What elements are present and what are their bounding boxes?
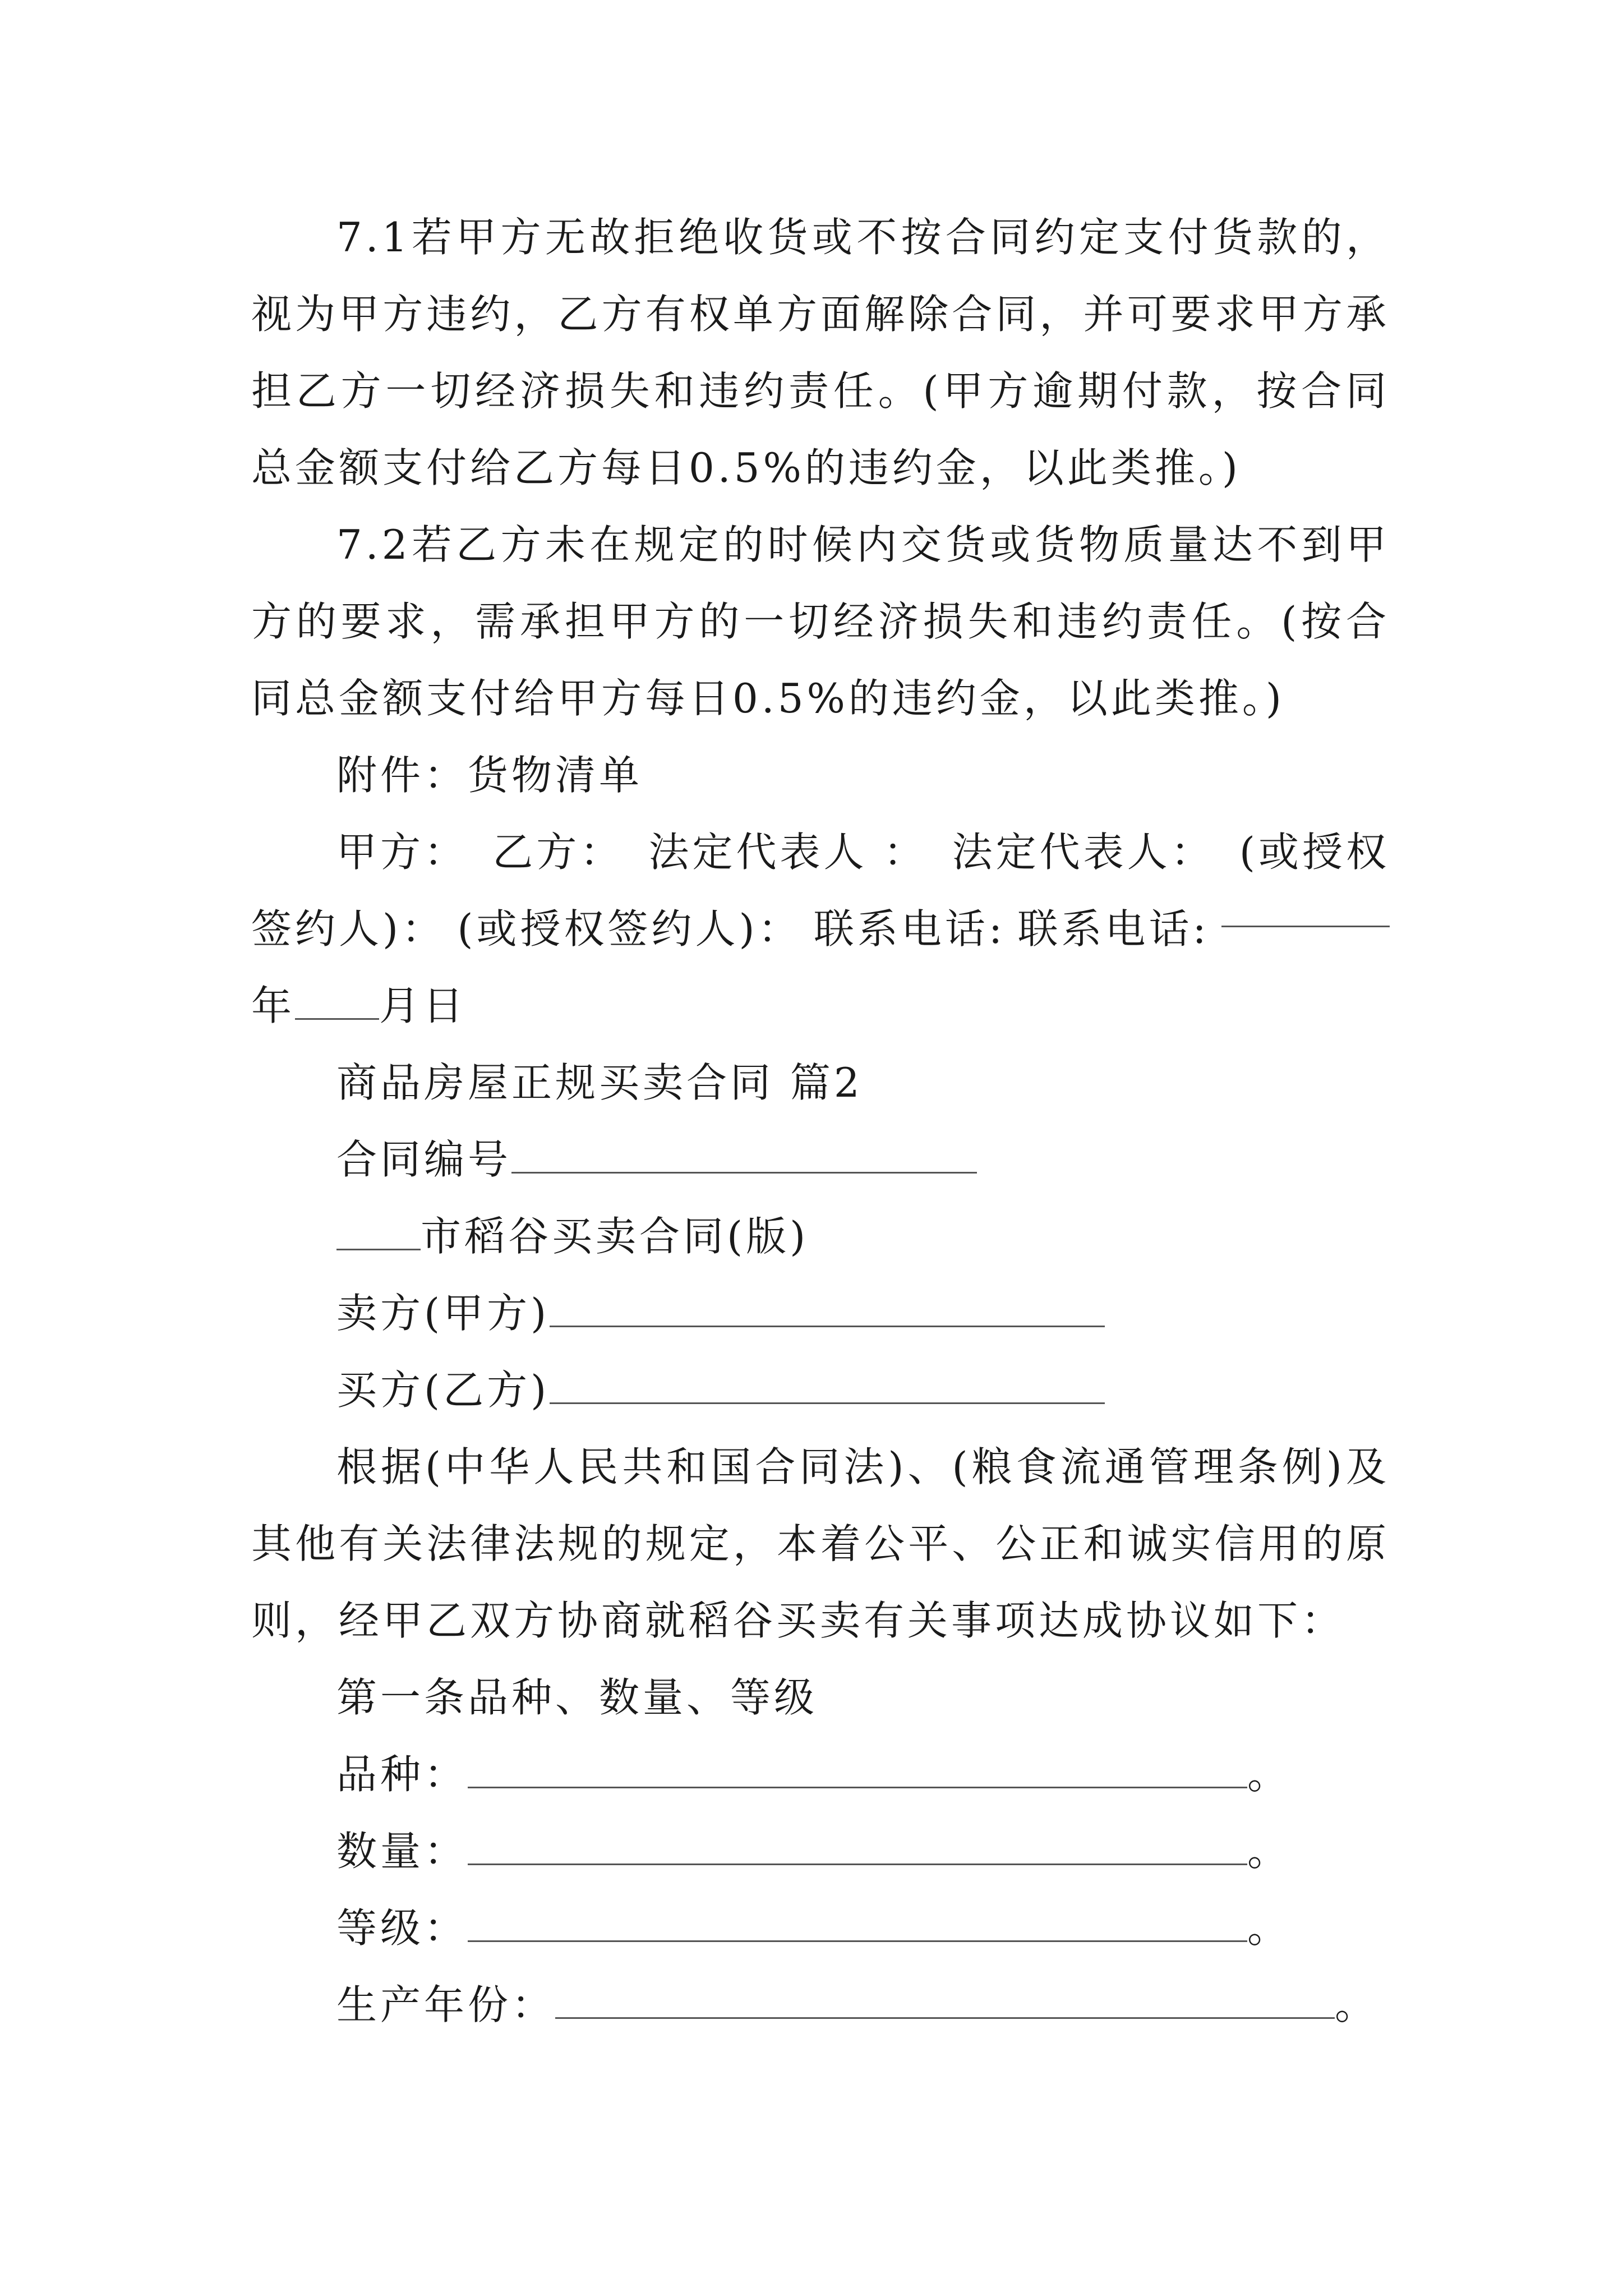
buyer-blank — [550, 1368, 1105, 1404]
date-line — [251, 968, 1390, 1045]
party-b-label: 乙方： — [492, 829, 624, 876]
basis-paragraph: 根据(中华人民共和国合同法)、(粮食流通管理条例)及其他有关法律法规的规定，本着公平、公正和诚实信用的原则，经甲乙双方协商就稻谷买卖有关事项达成协议如下： — [251, 1443, 1390, 1644]
seller-blank — [550, 1291, 1105, 1327]
contract-number-line — [251, 1121, 1390, 1198]
variety-line — [251, 1736, 1390, 1813]
grade-label: 等级： — [336, 1904, 468, 1952]
clause-7-1: 7.1若甲方无故拒绝收货或不按合同约定支付货款的，视为甲方违约，乙方有权单方面解除合同，并可要求甲方承担乙方一切经济损失和违约责任。(甲方逾期付款，按合同总金额支付给乙方每日0.5%的违约金，以此类推。) — [251, 214, 1390, 491]
authorized-label-1: (或授权 — [1239, 829, 1390, 876]
variety-label: 品种： — [336, 1751, 468, 1798]
grade-blank — [468, 1906, 1247, 1942]
section-title: 商品房屋正规买卖合同 篇2 — [336, 1059, 863, 1106]
article-1-heading: 第一条品种、数量、等级 — [336, 1674, 818, 1721]
signature-line-2 — [251, 891, 1390, 968]
contract-number-label: 合同编号 — [336, 1136, 512, 1183]
grade-line — [251, 1890, 1390, 1967]
month-blank — [295, 983, 379, 1020]
quantity-line — [251, 1813, 1390, 1890]
legal-rep-label-2: 法定代表人： — [952, 829, 1215, 876]
city-contract-title: 市稻谷买卖合同(版) — [421, 1213, 809, 1260]
signature-line-1 — [251, 814, 1390, 891]
city-blank — [336, 1214, 421, 1250]
month-day-label: 月日 — [379, 982, 467, 1029]
quantity-label: 数量： — [336, 1828, 468, 1875]
signatory-label-2: (或授权签约人)： — [457, 905, 802, 953]
production-year-label: 生产年份： — [336, 1981, 556, 2028]
production-year-period: 。 — [1335, 1981, 1379, 2028]
party-a-label: 甲方： — [336, 829, 468, 876]
quantity-period: 。 — [1247, 1828, 1292, 1875]
seller-label: 卖方(甲方) — [336, 1290, 550, 1337]
phone-label-1: 联系电话: — [813, 905, 1006, 953]
contract-number-blank — [511, 1137, 977, 1174]
production-year-line — [251, 1967, 1390, 2044]
attachment-line: 附件：货物清单 — [336, 752, 643, 799]
phone-label-2: 联系电话: — [1017, 905, 1210, 953]
variety-blank — [468, 1752, 1247, 1788]
quantity-blank — [468, 1829, 1247, 1865]
city-contract-line — [251, 1198, 1390, 1275]
clause-7-2: 7.2若乙方未在规定的时候内交货或货物质量达不到甲方的要求，需承担甲方的一切经济损失和违约责任。(按合同总金额支付给甲方每日0.5%的违约金，以此类推。) — [251, 521, 1390, 722]
document-page — [251, 199, 1390, 2044]
signatory-label-1: 签约人)： — [251, 905, 446, 953]
seller-line — [251, 1275, 1390, 1352]
legal-rep-label-1: 法定代表人 ： — [648, 829, 928, 876]
phone-blank — [1221, 891, 1390, 927]
grade-period: 。 — [1247, 1904, 1292, 1952]
buyer-line — [251, 1352, 1390, 1429]
buyer-label: 买方(乙方) — [336, 1366, 550, 1414]
variety-period: 。 — [1247, 1751, 1292, 1798]
year-label: 年 — [251, 982, 296, 1029]
production-year-blank — [555, 1982, 1335, 2019]
